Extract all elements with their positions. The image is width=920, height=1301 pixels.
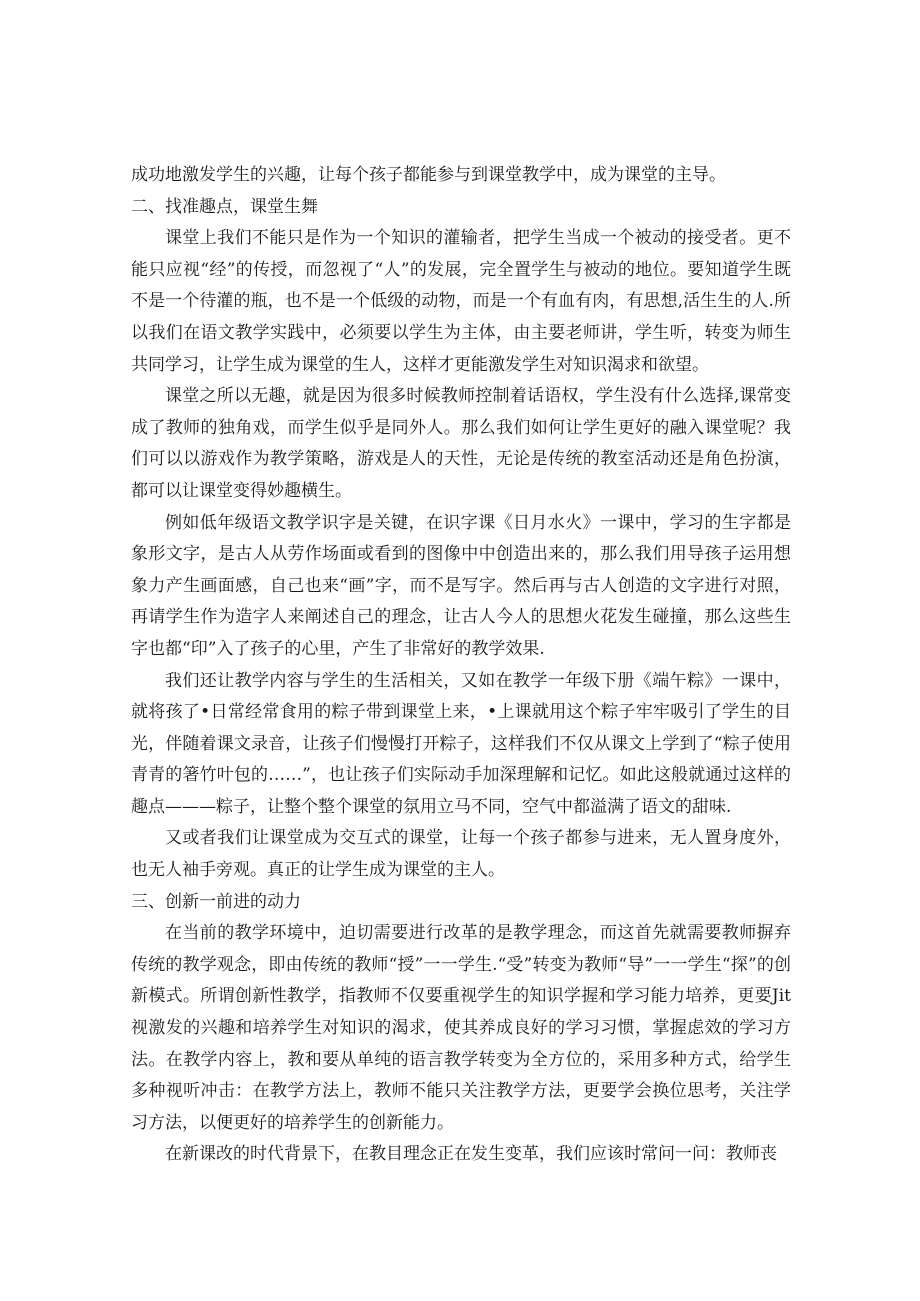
paragraph-continuation: 成功地激发学生的兴趣，让每个孩子都能参与到课堂教学中，成为课堂的主导。 <box>131 165 726 185</box>
document-body <box>131 160 791 1171</box>
paragraph: 又或者我们让课堂成为交互式的课堂，让每一个孩子都参与进来，无人置身度外，也无人袖手旁观。真正的让学生成为课堂的主人。 <box>131 828 791 881</box>
paragraph: 在当前的教学环境中，迫切需要进行改革的是教学理念，而这首先就需要教师摒弃传统的教学观念，即由传统的教师“授”一一学生.“受”转变为教师“导”一一学生“探”的创新模式。所谓创新性教学，指教师不仅要重视学生的知识学握和学习能力培养，更要Jit视激发的兴趣和培养学生对知识的渴求，使其养成良好的学习习惯，掌握虑效的学习方法。在教学内容上，教和要从单纯的语言教学转变为全方位的，采用多种方式，给学生多种视听冲击：在教学方法上，教师不能只关注教学方法，更要学会换位思考，关注学习方法，以便更好的培养学生的创新能力。 <box>131 923 791 1133</box>
paragraph: 例如低年级语文教学识字是关键，在识字课《日月水火》一课中，学习的生字都是象形文字，是古人从劳作场面或看到的图像中中创造出来的，那么我们用导孩子运用想象力产生画面感，自己也来“画”字，而不是写字。然后再与古人创造的文字进行对照，再请学生作为造字人来阐述自己的理念，让古人今人的思想火花发生碰撞，那么这些生字也都“印”入了孩子的心里，产生了非常好的教学效果. <box>131 512 791 659</box>
section-heading-3: 三、创新一前进的动力 <box>131 891 301 912</box>
paragraph: 在新课改的时代背景下，在教目理念正在发生变革，我们应该时常问一问：教师丧 <box>165 1144 777 1165</box>
paragraph: 我们还让教学内容与学生的生活相关，又如在教学一年级下册《端午粽》一课中，就将孩了•日常经常食用的粽子带到课堂上来，•上课就用这个粽子牢牢吸引了学生的目光，伴随着课文录音，让孩子们慢慢打开粽子，这样我们不仅从课文上学到了“粽子使用青青的箸竹叶包的……”，也让孩子们实际动手加深理解和记忆。如此这般就通过这样的趣点———粽子，让整个整个课堂的氛用立马不同，空气中都溢满了语文的甜味. <box>131 670 791 817</box>
section-heading-2: 二、找准趣点，课堂生舞 <box>131 196 318 217</box>
paragraph: 课堂上我们不能只是作为一个知识的灌输者，把学生当成一个被动的接受者。更不能只应视“经”的传授，而忽视了“人”的发展，完全置学生与被动的地位。要知道学生既不是一个待灌的瓶，也不是一个低级的动物，而是一个有血有肉，有思想,活生生的人.所以我们在语文教学实践中，必须要以学生为主体，由主要老师讲，学生听，转变为师生共同学习，让学生成为课堂的生人，这样才更能激发学生对知识渴求和欲望。 <box>131 228 791 375</box>
paragraph: 课堂之所以无趣，就是因为很多时候教师控制着话语权，学生没有什么选择,课常变成了教师的独角戏，而学生似乎是同外人。那么我们如何让学生更好的融入课堂呢？我们可以以游戏作为教学策略，游戏是人的天性，无论是传统的教室活动还是角色扮演，都可以让课堂变得妙趣横生。 <box>131 386 791 501</box>
